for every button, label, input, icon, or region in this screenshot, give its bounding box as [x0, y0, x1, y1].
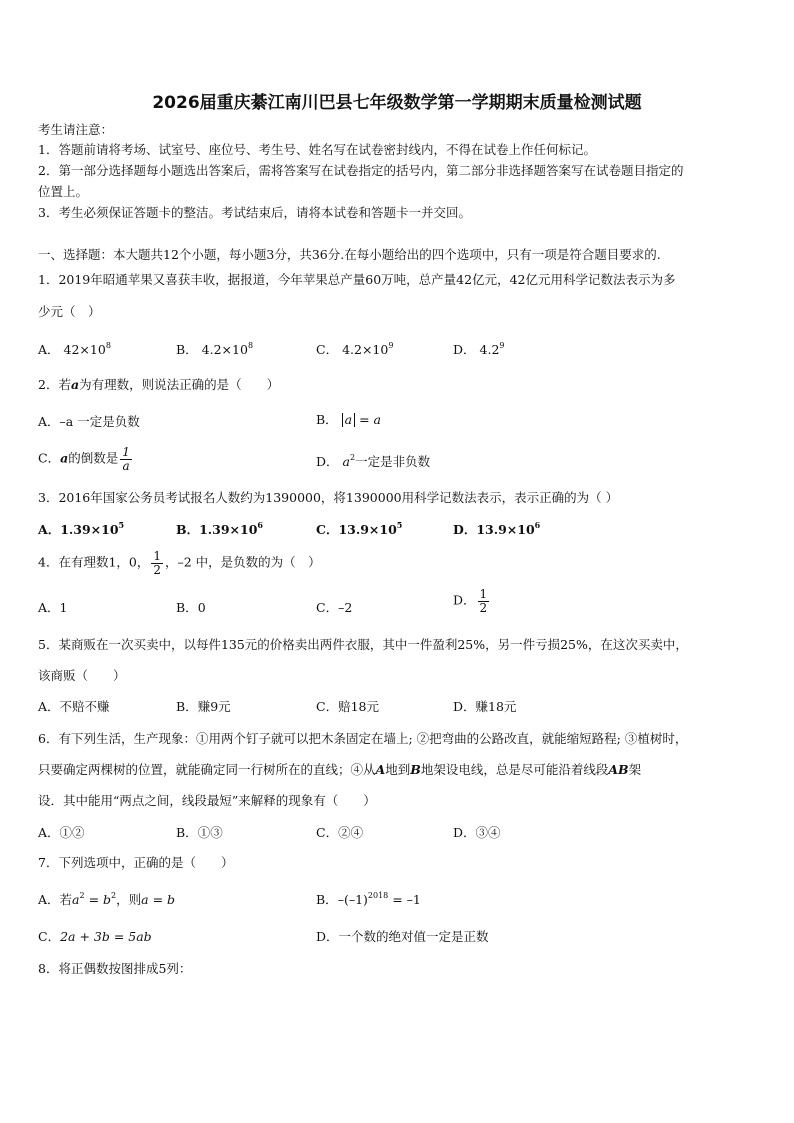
- notice-item-2-cont: 位置上。: [38, 184, 89, 199]
- option-label: B．: [176, 600, 198, 615]
- q4-option-b: [176, 598, 206, 616]
- option-text: 1: [59, 600, 68, 615]
- numerator: 1: [479, 587, 488, 601]
- q7-option-c: [38, 927, 152, 945]
- q1-option-b: [176, 340, 253, 358]
- q6-line2-post: 架: [628, 762, 642, 777]
- option-label: D．: [316, 454, 339, 469]
- q5-option-a: [38, 697, 110, 715]
- option-text: 不赔不赚: [59, 699, 110, 714]
- q2-stem: [38, 375, 758, 393]
- exponent: 6: [534, 520, 541, 530]
- q6-stem-line2: [38, 760, 758, 778]
- option-math: 1.39×10: [60, 522, 119, 537]
- q5-stem-line2: 该商贩（ ）: [38, 668, 126, 683]
- fraction: [151, 550, 163, 576]
- exponent: 2018: [367, 891, 389, 900]
- exponent: 8: [105, 341, 111, 350]
- option-text: ①②: [59, 825, 85, 840]
- q3-stem: 3．2016年国家公务员考试报名人数约为1390000，将1390000用科学记数法表示，表示正确的为（ ）: [38, 490, 619, 505]
- option-label: B．: [316, 412, 338, 427]
- q5-stem-line1: 5．某商贩在一次买卖中，以每件135元的价格卖出两件衣服，其中一件盈利25%，另一件亏损25%，在这次买卖中，: [38, 637, 688, 652]
- exponent: 9: [499, 341, 505, 350]
- option-text: 赚9元: [197, 699, 231, 714]
- option-label: A．: [38, 522, 61, 537]
- option-var: a: [60, 450, 69, 466]
- option-text: ①③: [197, 825, 223, 840]
- option-label: C．: [38, 929, 61, 944]
- option-text: –2: [338, 600, 353, 615]
- option-math: 13.9×10: [338, 522, 397, 537]
- q5-option-c: [316, 697, 379, 715]
- denominator: 2: [153, 562, 161, 577]
- q6-option-c: [316, 823, 363, 841]
- option-text: 一个数的绝对值一定是正数: [338, 929, 489, 944]
- q6-line2-mid: 地到: [385, 762, 411, 777]
- denominator: a: [122, 458, 130, 473]
- notice-item-1: 1．答题前请将考场、试室号、座位号、考生号、姓名写在试卷密封线内，不得在试卷上作任何标记。: [38, 142, 596, 157]
- option-label: B．: [176, 342, 198, 357]
- q7-stem: 7．下列选项中，正确的是（ ）: [38, 855, 234, 870]
- fraction: [120, 446, 132, 472]
- q6-stem-line3: 设．其中能用“两点之间，线段最短”来解释的现象有（ ）: [38, 793, 376, 808]
- option-label: C．: [316, 825, 339, 840]
- q2-option-d: [316, 452, 430, 470]
- notice-heading: 考生请注意：: [38, 122, 114, 137]
- option-text: 的倒数是: [68, 450, 119, 466]
- option-text: ③④: [475, 825, 501, 840]
- q6-option-a: [38, 823, 85, 841]
- point-a: A: [375, 762, 386, 777]
- point-b: B: [410, 762, 421, 777]
- q2-stem-post: 为有理数，则说法正确的是（ ）: [79, 377, 280, 392]
- q1-stem-line2: 少元（ ）: [38, 304, 101, 319]
- option-text: 若: [59, 892, 73, 907]
- q2-stem-pre: 2．若: [38, 377, 71, 392]
- option-label: B．: [176, 825, 198, 840]
- q6-line2-pre: 只要确定两棵树的位置，就能确定同一行树所在的直线；④从: [38, 762, 376, 777]
- q2-stem-var: a: [70, 377, 80, 392]
- q6-stem-line1: 6．有下列生活，生产现象：①用两个钉子就可以把木条固定在墙上; ②把弯曲的公路改直，就能缩短路程; ③植树时，: [38, 731, 688, 746]
- q7-option-b: [316, 890, 421, 908]
- q4-stem-pre: 4．在有理数1，0，: [38, 554, 150, 570]
- q7-option-d: [316, 927, 489, 945]
- option-text: –a 一定是负数: [59, 414, 140, 429]
- option-label: A．: [38, 699, 60, 714]
- fraction: [478, 588, 490, 614]
- q6-option-d: [453, 823, 501, 841]
- option-label: B．: [316, 892, 338, 907]
- option-label: D．: [316, 929, 339, 944]
- exponent: 2: [79, 891, 85, 900]
- numerator: 1: [122, 445, 130, 459]
- option-label: A．: [38, 892, 60, 907]
- page-title: 2026届重庆綦江南川巴县七年级数学第一学期期末质量检测试题: [152, 93, 642, 113]
- option-math: a: [72, 892, 80, 907]
- option-math: = –1: [388, 892, 421, 907]
- option-label: D．: [453, 825, 476, 840]
- option-math: 4.2: [479, 342, 500, 357]
- option-math: 4.2×10: [342, 342, 389, 357]
- q5-option-b: [176, 697, 231, 715]
- q1-option-c: [316, 340, 393, 358]
- option-label: C．: [38, 450, 61, 466]
- option-label: D．: [453, 342, 476, 357]
- exponent: 5: [396, 520, 403, 530]
- option-label: A．: [38, 825, 60, 840]
- denominator: 2: [479, 600, 488, 615]
- exponent: 9: [388, 341, 394, 350]
- option-math: a = b: [141, 892, 176, 907]
- option-label: C．: [316, 699, 339, 714]
- q6-line2-mid2: 地架设电线，总是尽可能沿着线段: [420, 762, 609, 777]
- option-label: D．: [453, 522, 477, 537]
- q4-stem: [38, 550, 758, 576]
- option-text: 赔18元: [338, 699, 379, 714]
- option-label: A．: [38, 600, 60, 615]
- option-math: = b: [84, 892, 112, 907]
- option-label: D．: [453, 699, 476, 714]
- option-var: a: [342, 454, 350, 469]
- q2-option-a: [38, 412, 140, 430]
- absolute-value: a: [342, 413, 355, 427]
- option-math: 13.9×10: [476, 522, 535, 537]
- option-text: 赚18元: [475, 699, 517, 714]
- q2-option-c: [38, 446, 134, 472]
- q6-option-b: [176, 823, 223, 841]
- option-math: 1.39×10: [199, 522, 258, 537]
- notice-item-3: 3．考生必须保证答题卡的整洁。考试结束后，请将本试卷和答题卡一并交回。: [38, 205, 471, 220]
- option-math: –(–1): [337, 892, 368, 907]
- exponent: 8: [247, 341, 254, 350]
- q4-option-d: [453, 588, 491, 614]
- numerator: 1: [153, 549, 161, 563]
- q8-stem: 8．将正偶数按图排成5列：: [38, 961, 192, 976]
- option-math: 2a + 3b = 5ab: [60, 929, 152, 944]
- q1-stem-line1: 1．2019年昭通苹果又喜获丰收，据报道，今年苹果总产量60万吨，总产量42亿元，42亿元用科学记数法表示为多: [38, 272, 676, 287]
- q4-option-a: [38, 598, 67, 616]
- option-label: C．: [316, 342, 339, 357]
- option-math: 4.2×10: [201, 342, 248, 357]
- q1-option-d: [453, 340, 505, 358]
- exponent: 2: [349, 453, 356, 462]
- q3-option-a: [38, 520, 124, 538]
- option-label: A．: [38, 342, 60, 357]
- q3-option-d: [453, 520, 540, 538]
- q3-option-c: [316, 520, 402, 538]
- option-label: B．: [176, 522, 200, 537]
- option-label: A．: [38, 414, 60, 429]
- option-label: C．: [316, 600, 339, 615]
- option-label: D．: [453, 592, 476, 608]
- exponent: 6: [257, 520, 263, 530]
- notice-item-2: 2．第一部分选择题每小题选出答案后，需将答案写在试卷指定的括号内，第二部分非选择题答案写在试卷题目指定的: [38, 163, 684, 178]
- segment-ab: AB: [608, 762, 629, 777]
- option-text: ，则: [116, 892, 142, 907]
- q7-option-a: [38, 890, 175, 908]
- q5-option-d: [453, 697, 516, 715]
- exponent: 5: [118, 520, 125, 530]
- option-text: 一定是非负数: [355, 454, 431, 469]
- option-math: = a: [359, 412, 382, 427]
- option-math: 42×10: [63, 342, 106, 357]
- exponent: 2: [111, 891, 117, 900]
- q1-option-a: [38, 340, 111, 358]
- option-label: B．: [176, 699, 198, 714]
- option-label: C．: [316, 522, 339, 537]
- q4-option-c: [316, 598, 352, 616]
- section-heading: 一、选择题：本大题共12个小题，每小题3分，共36分.在每小题给出的四个选项中，只有一项是符合题目要求的.: [38, 247, 661, 262]
- option-text: 0: [197, 600, 206, 615]
- q4-stem-post: ，–2 中，是负数的为（ ）: [165, 554, 321, 570]
- option-text: ②④: [338, 825, 364, 840]
- q2-option-b: [316, 410, 381, 428]
- q3-option-b: [176, 520, 263, 538]
